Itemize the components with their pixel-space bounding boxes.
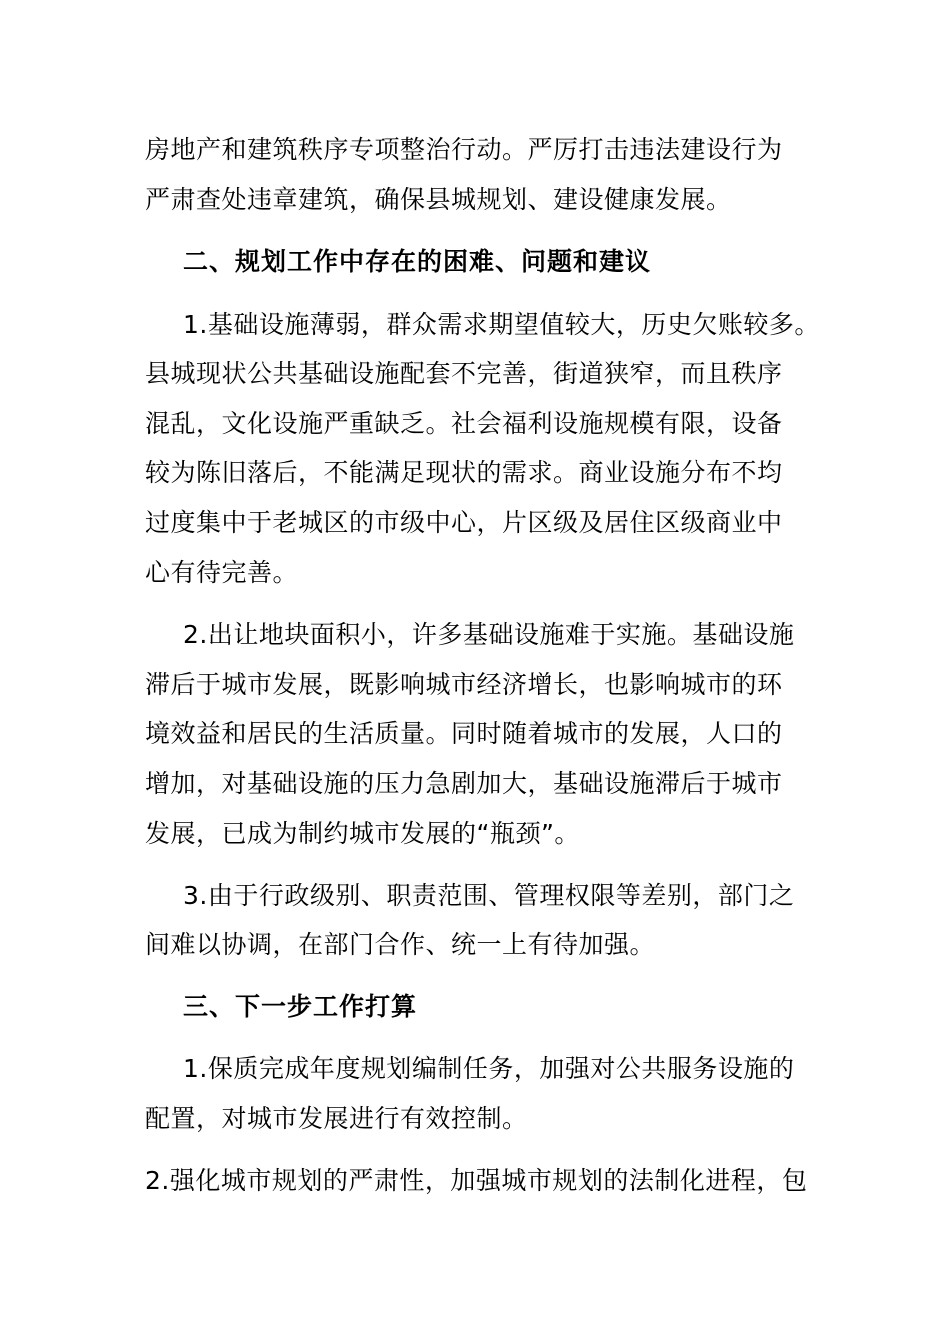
paragraph-line: 过度集中于老城区的市级中心，片区级及居住区级商业中: [145, 508, 783, 537]
paragraph-line: 2.出让地块面积小，许多基础设施难于实施。基础设施: [183, 620, 795, 649]
paragraph-line: 滞后于城市发展，既影响城市经济增长，也影响城市的环: [145, 670, 783, 699]
paragraph-line: 增加，对基础设施的压力急剧加大，基础设施滞后于城市: [145, 769, 783, 798]
paragraph-line: 2.强化城市规划的严肃性，加强城市规划的法制化进程，包: [145, 1166, 808, 1195]
paragraph-line: 较为陈旧落后，不能满足现状的需求。商业设施分布不均: [145, 458, 783, 487]
paragraph-line: 房地产和建筑秩序专项整治行动。严厉打击违法建设行为: [145, 135, 783, 164]
paragraph-line: 严肃查处违章建筑，确保县城规划、建设健康发展。: [145, 185, 732, 214]
section-heading: 三、下一步工作打算: [183, 992, 418, 1021]
paragraph-line: 心有待完善。: [145, 558, 299, 587]
paragraph-line: 县城现状公共基础设施配套不完善，街道狭窄，而且秩序: [145, 359, 783, 388]
paragraph-line: 3.由于行政级别、职责范围、管理权限等差别，部门之: [183, 881, 795, 910]
paragraph-line: 境效益和居民的生活质量。同时随着城市的发展，人口的: [145, 719, 783, 748]
paragraph-line: 混乱，文化设施严重缺乏。社会福利设施规模有限，设备: [145, 409, 783, 438]
paragraph-line: 1.保质完成年度规划编制任务，加强对公共服务设施的: [183, 1054, 795, 1083]
paragraph-line: 间难以协调，在部门合作、统一上有待加强。: [145, 930, 656, 959]
paragraph-line: 1.基础设施薄弱，群众需求期望值较大，历史欠账较多。: [183, 310, 820, 339]
paragraph-line: 发展，已成为制约城市发展的“瓶颈”。: [145, 819, 580, 848]
paragraph-line: 配置，对城市发展进行有效控制。: [145, 1104, 528, 1133]
section-heading: 二、规划工作中存在的困难、问题和建议: [183, 247, 652, 276]
